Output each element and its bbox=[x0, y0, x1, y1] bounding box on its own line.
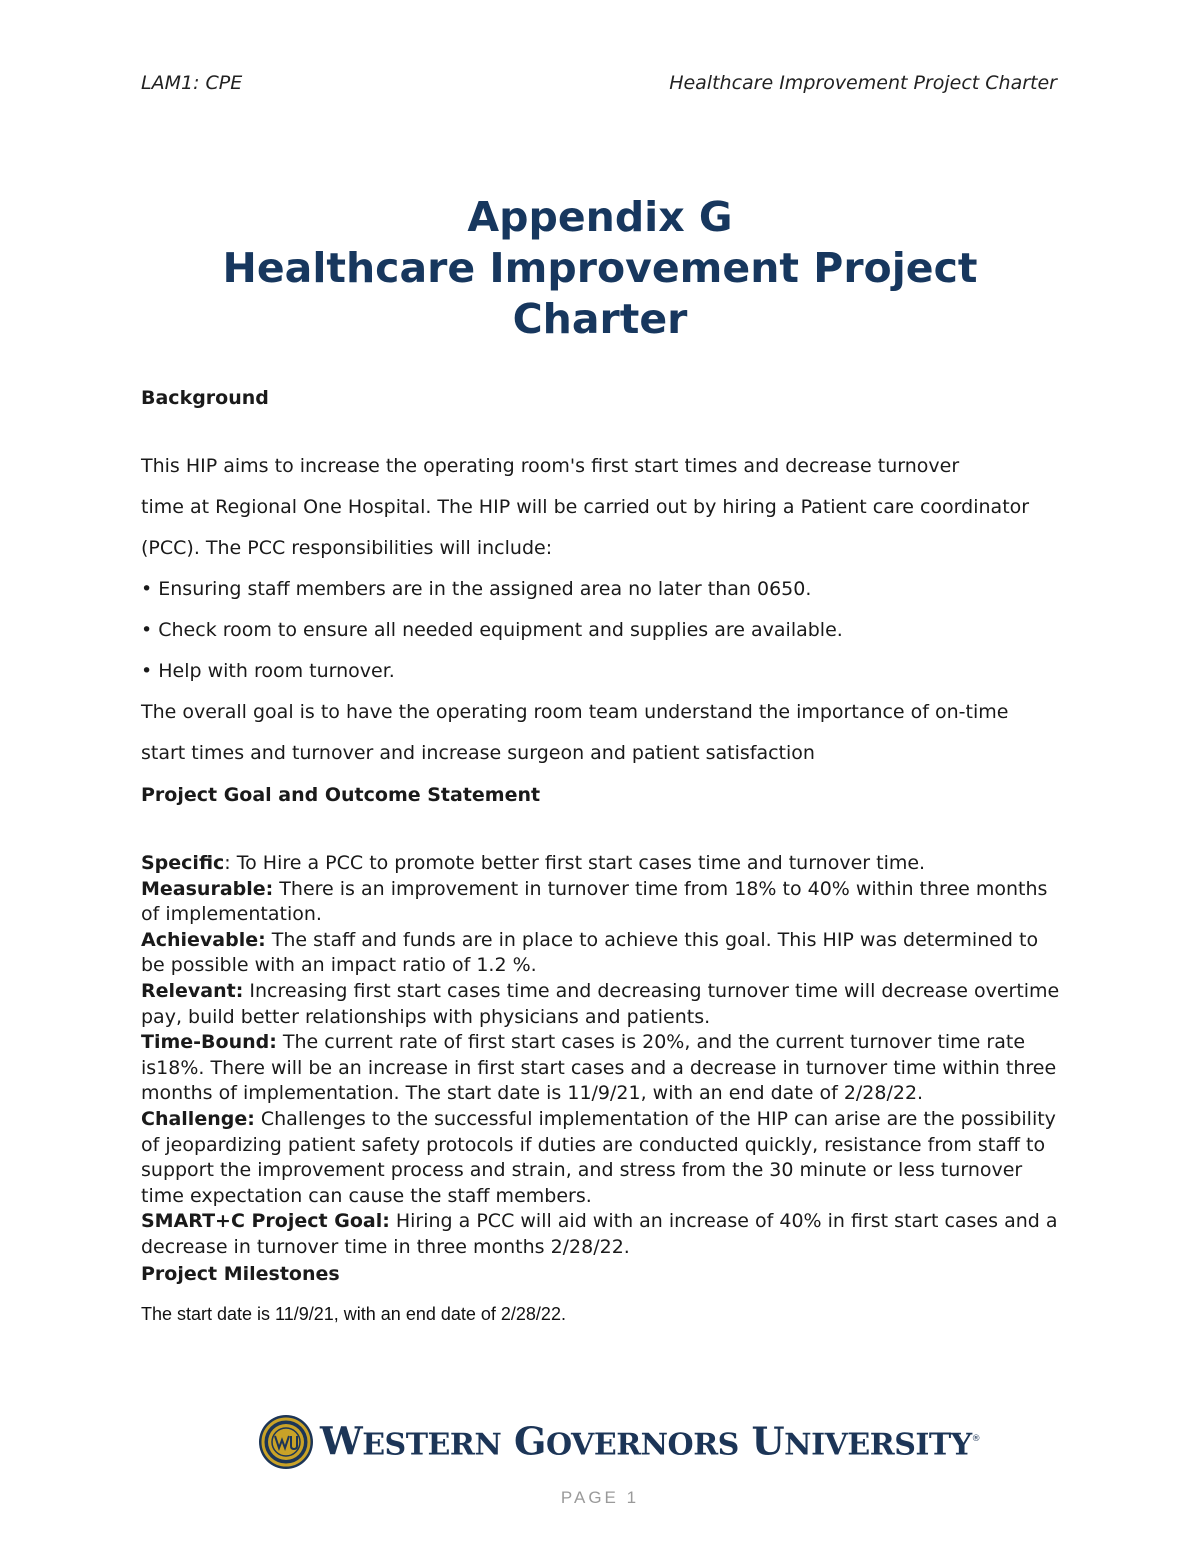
wgu-wordmark: WESTERN GOVERNORS UNIVERSITY® bbox=[320, 1418, 981, 1464]
smart-label: Time-Bound: bbox=[141, 1031, 277, 1054]
header-left: LAM1: CPE bbox=[141, 72, 243, 94]
smart-label: Challenge: bbox=[141, 1107, 255, 1130]
smart-label: SMART+C Project Goal: bbox=[141, 1210, 390, 1233]
smart-label: Achievable: bbox=[141, 928, 266, 951]
wgu-logo bbox=[258, 1412, 980, 1472]
header-right: Healthcare Improvement Project Charter bbox=[669, 72, 1057, 94]
smart-label: Measurable: bbox=[141, 877, 274, 900]
milestones-heading: Project Milestones bbox=[141, 1262, 340, 1285]
background-line-2: time at Regional One Hospital. The HIP will be carried out by hiring a Patient care coordinator bbox=[141, 496, 1030, 518]
smart-item-specific: Specific: To Hire a PCC to promote better first start cases time and turnover time. bbox=[141, 852, 926, 874]
smart-text: Hiring a PCC will aid with an increase of 40% in first start cases and a decrease in turnover time in three months 2/28/22. bbox=[141, 1210, 1058, 1258]
bullet-item: • Ensuring staff members are in the assigned area no later than 0650. bbox=[141, 578, 812, 600]
smart-item-achievable bbox=[141, 928, 1066, 979]
background-line-1: This HIP aims to increase the operating room's first start times and decrease turnover bbox=[141, 455, 960, 477]
title-line-1: Appendix G bbox=[467, 193, 733, 241]
wgu-seal-icon bbox=[258, 1414, 314, 1470]
smart-text: There is an improvement in turnover time from 18% to 40% within three months of implementation. bbox=[141, 877, 1048, 926]
smart-label: Relevant: bbox=[141, 979, 244, 1002]
smart-label: Specific bbox=[141, 852, 225, 874]
document-title bbox=[0, 192, 1200, 345]
project-goal-heading: Project Goal and Outcome Statement bbox=[141, 784, 541, 806]
smart-item-challenge bbox=[141, 1107, 1066, 1209]
smart-item-measurable bbox=[141, 877, 1066, 928]
bullet-item: • Help with room turnover. bbox=[141, 660, 395, 682]
smart-text: The staff and funds are in place to achieve this goal. This HIP was determined to be possible with an impact ratio of 1.2 %. bbox=[141, 928, 1039, 977]
smart-text: To Hire a PCC to promote better first start cases time and turnover time. bbox=[236, 852, 926, 874]
smart-text: Challenges to the successful implementation of the HIP can arise are the possibility of jeopardizing patient safety protocols if duties are conducted quickly, resistance from staff to support the improvement process and strain, and stress from the 30 minute or less turnover time expectation can cause the staff members. bbox=[141, 1107, 1056, 1207]
page-number: PAGE 1 bbox=[560, 1488, 640, 1507]
title-line-2: Healthcare Improvement Project bbox=[222, 244, 978, 292]
goal-line-2: start times and turnover and increase surgeon and patient satisfaction bbox=[141, 742, 815, 764]
smart-item-time-bound bbox=[141, 1030, 1066, 1107]
smart-item-relevant bbox=[141, 979, 1066, 1030]
smart-text: Increasing first start cases time and decreasing turnover time will decrease overtime pay, build better relationships with physicians and patients. bbox=[141, 979, 1060, 1028]
document-body bbox=[141, 385, 1066, 1327]
goal-line-1: The overall goal is to have the operating room team understand the importance of on-time bbox=[141, 701, 1009, 723]
bullet-item: • Check room to ensure all needed equipment and supplies are available. bbox=[141, 619, 843, 641]
smart-text: The current rate of first start cases is 20%, and the current turnover time rate is18%. There will be an increase in first start cases and a decrease in turnover time within three months of implementation. The start date is 11/9/21, with an end date of 2/28/22. bbox=[141, 1031, 1057, 1105]
background-line-3: (PCC). The PCC responsibilities will include: bbox=[141, 537, 553, 559]
milestones-text: The start date is 11/9/21, with an end date of 2/28/22. bbox=[141, 1303, 566, 1324]
background-heading: Background bbox=[141, 387, 269, 409]
smart-item-smartc-goal bbox=[141, 1209, 1066, 1260]
title-line-3: Charter bbox=[512, 295, 688, 343]
smart-goal-list bbox=[141, 851, 1066, 1261]
